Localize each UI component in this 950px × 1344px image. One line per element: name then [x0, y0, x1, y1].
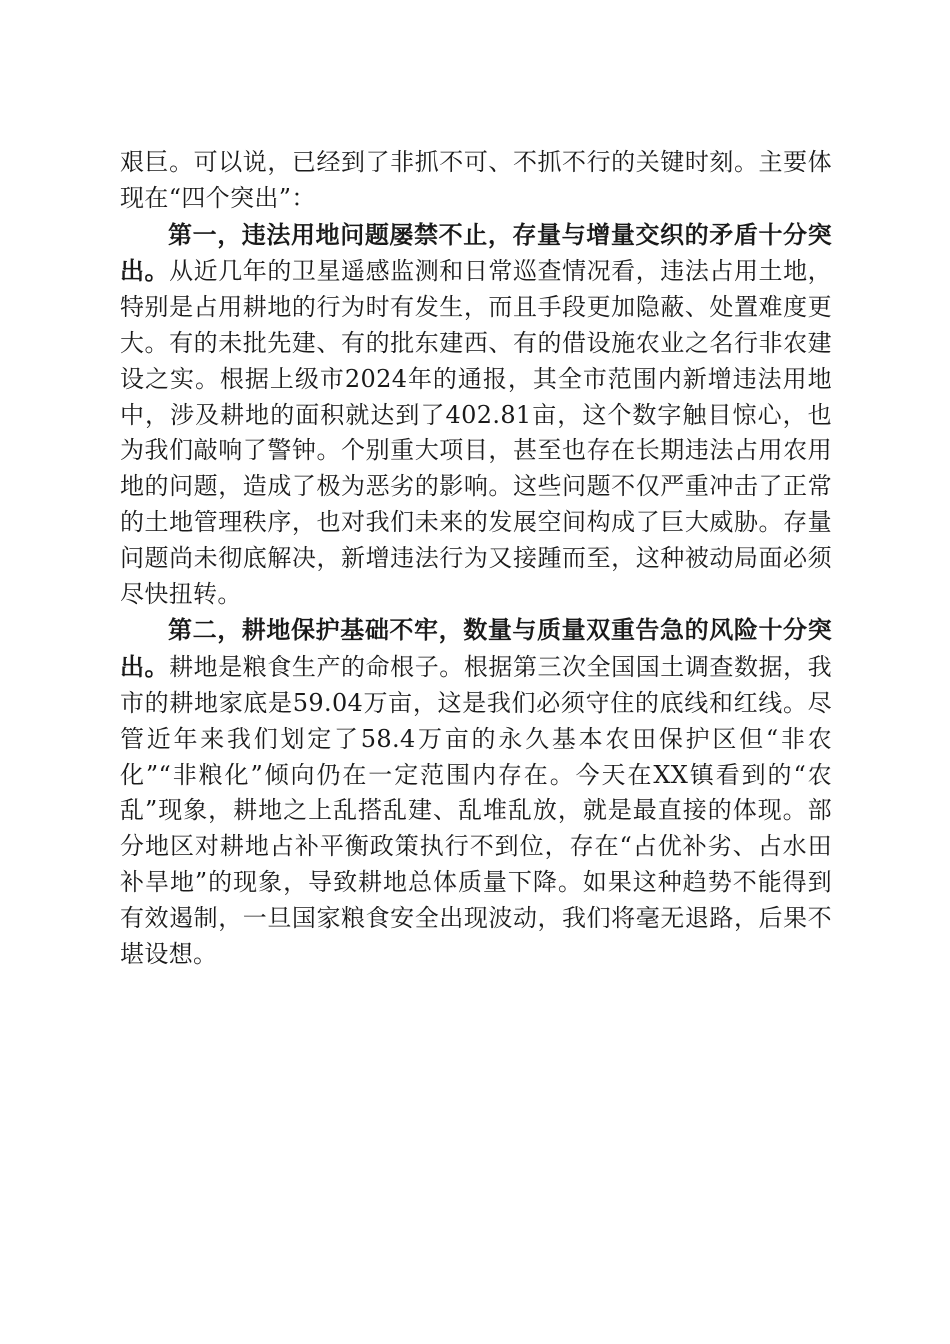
paragraph-text: 从近几年的卫星遥感监测和日常巡查情况看，违法占用土地，特别是占用耕地的行为时有发生，而且手段更加隐蔽、处置难度更大。有的未批先建、有的批东建西、有的借设施农业之名行非农建设之实。根据上级市2024年的通报，其全市范围内新增违法用地中，涉及耕地的面积就达到了402.81亩，这个数字触目惊心，也为我们敲响了警钟。个别重大项目，甚至也存在长期违法占用农用地的问题，造成了极为恶劣的影响。这些问题不仅严重冲击了正常的土地管理秩序，也对我们未来的发展空间构成了巨大威胁。存量问题尚未彻底解决，新增违法行为又接踵而至，这种被动局面必须尽快扭转。 [120, 257, 832, 608]
paragraph-second-point [120, 612, 832, 972]
paragraph-lead-heading: 第二，耕地保护基础不牢，数量与质量双重告急的风险十分突出。 [120, 615, 832, 682]
document-body [120, 145, 832, 972]
paragraph-text: 艰巨。可以说，已经到了非抓不可、不抓不行的关键时刻。主要体现在“四个突出”： [120, 148, 832, 212]
paragraph-first-point [120, 217, 832, 613]
paragraph-lead-heading: 第一，违法用地问题屡禁不止，存量与增量交织的矛盾十分突出。 [120, 219, 832, 286]
paragraph-text: 耕地是粮食生产的命根子。根据第三次全国国土调查数据，我市的耕地家底是59.04万亩，这是我们必须守住的底线和红线。尽管近年来我们划定了58.4万亩的永久基本农田保护区但“非农化”“非粮化”倾向仍在一定范围内存在。今天在XX镇看到的“农乱”现象，耕地之上乱搭乱建、乱堆乱放，就是最直接的体现。部分地区对耕地占补平衡政策执行不到位，存在“占优补劣、占水田补旱地”的现象，导致耕地总体质量下降。如果这种趋势不能得到有效遏制，一旦国家粮食安全出现波动，我们将毫无退路，后果不堪设想。 [120, 653, 832, 968]
paragraph-intro [120, 145, 832, 217]
